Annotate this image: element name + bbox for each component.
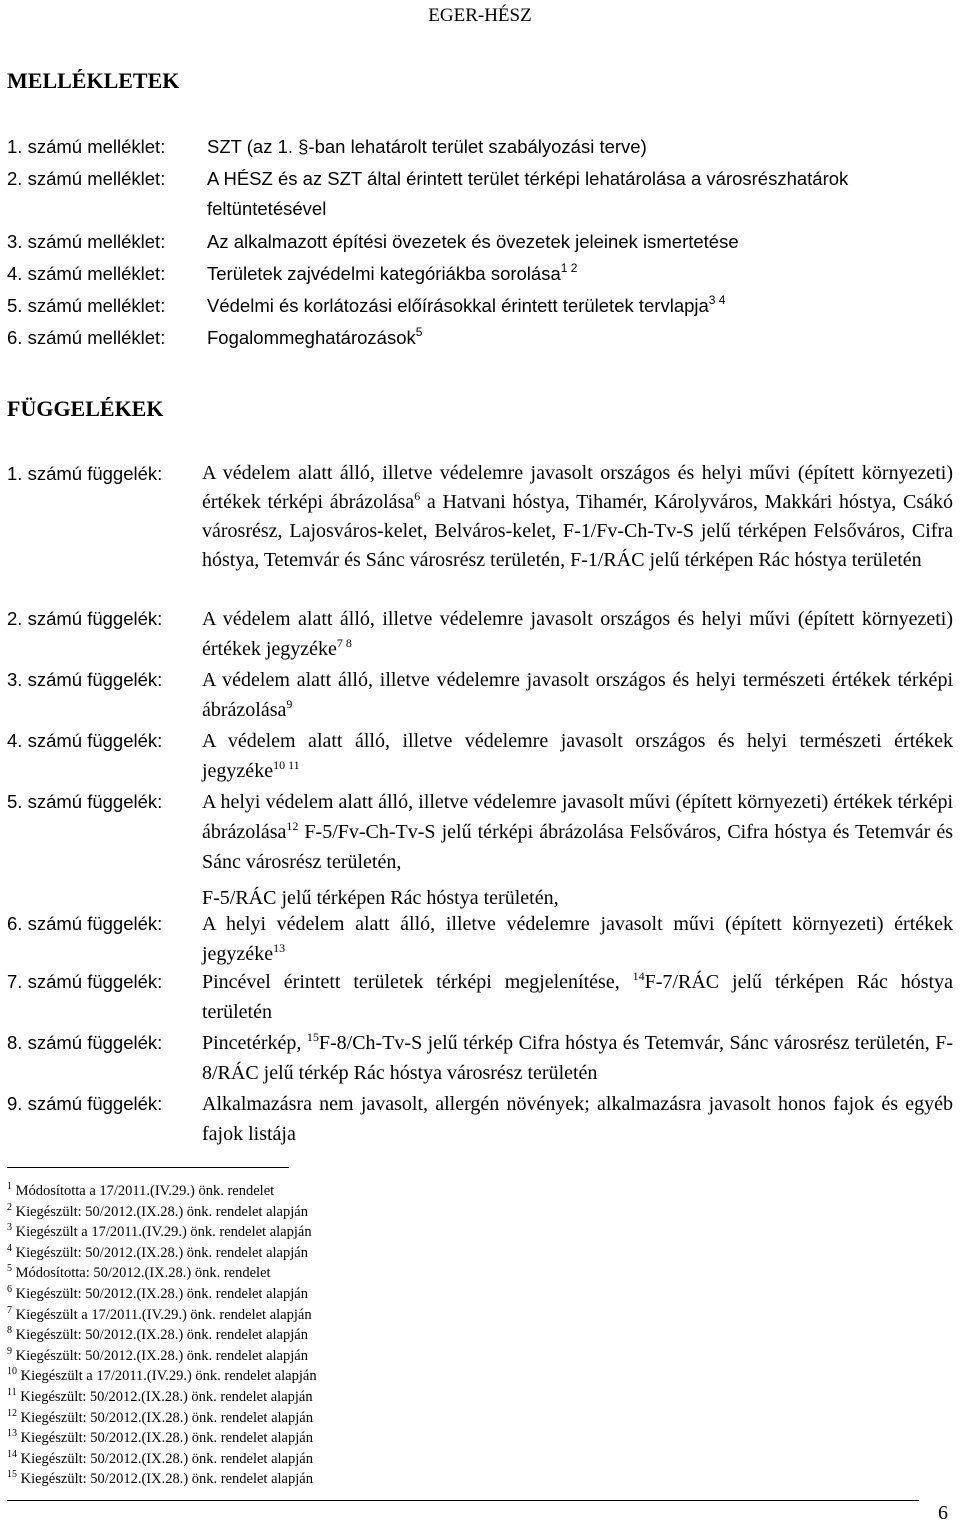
- page-number: 6: [938, 1502, 948, 1524]
- fuggelek-label: 9. számú függelék:: [7, 1093, 163, 1114]
- footnote: [7, 1408, 607, 1429]
- footnote-ref[interactable]: 15: [306, 1030, 319, 1044]
- melleklet-item: [7, 323, 953, 352]
- fuggelek-item: [7, 909, 953, 969]
- footnote: [7, 1263, 607, 1284]
- footnote-number: 4: [7, 1242, 12, 1254]
- footnote-text: Kiegészült: 50/2012.(IX.28.) önk. rendelet alapján: [15, 1347, 308, 1364]
- footnote-text: Kiegészült: 50/2012.(IX.28.) önk. rendelet alapján: [20, 1471, 313, 1488]
- footnote: [7, 1346, 607, 1367]
- footnote-number: 12: [7, 1407, 17, 1419]
- melleklet-item: [7, 132, 953, 161]
- footnote: [7, 1243, 607, 1264]
- fuggelek-item: [7, 604, 953, 664]
- page-header: EGER-HÉSZ: [428, 5, 532, 26]
- footnote-number: 3: [7, 1222, 12, 1234]
- footnote: [7, 1222, 607, 1243]
- melleklet-item: [7, 291, 953, 320]
- footnote-number: 8: [7, 1325, 12, 1337]
- footnote-ref[interactable]: 9: [286, 697, 293, 711]
- fuggelek-text: A helyi védelem alatt álló, illetve védelemre javasolt művi (épített környezeti) értékek térképi ábrázolása: [202, 791, 953, 843]
- fuggelek-item: [7, 665, 953, 725]
- melleklet-text: Területek zajvédelmi kategóriákba sorolása: [207, 263, 561, 284]
- footnote-text: Kiegészült: 50/2012.(IX.28.) önk. rendelet alapján: [20, 1409, 313, 1426]
- footnote-text: Kiegészült: 50/2012.(IX.28.) önk. rendelet alapján: [15, 1244, 308, 1261]
- fuggelek-item: [7, 787, 953, 913]
- footnote: [7, 1202, 607, 1223]
- footnote-number: 11: [7, 1386, 17, 1398]
- footnote-ref[interactable]: 7 8: [336, 636, 352, 650]
- footnote-text: Kiegészült: 50/2012.(IX.28.) önk. rendelet alapján: [20, 1388, 313, 1405]
- footnote-text: Kiegészült a 17/2011.(IV.29.) önk. rendelet alapján: [15, 1224, 312, 1241]
- melleklet-text: A HÉSZ és az SZT által érintett terület térképi lehatárolása a városrészhatárok feltüntetésével: [207, 168, 849, 219]
- fuggelek-text: A védelem alatt álló, illetve védelemre javasolt országos és helyi természeti értékek jegyzéke: [202, 730, 953, 782]
- footnote-separator: [7, 1167, 289, 1168]
- footnote-number: 15: [7, 1469, 17, 1481]
- fuggelek-label: 4. számú függelék:: [7, 730, 163, 751]
- fuggelek-text-cont: F-5/Fv-Ch-Tv-S jelű térképi ábrázolása Felsőváros, Cifra hóstya és Tetemvár és Sánc városrész területén,: [202, 821, 953, 873]
- melleklet-label: 1. számú melléklet:: [7, 136, 166, 157]
- fuggelek-item: [7, 967, 953, 1027]
- fuggelek-text: A helyi védelem alatt álló, illetve védelemre javasolt művi (épített környezeti) értékek jegyzéke: [202, 913, 953, 965]
- melleklet-item: [7, 164, 953, 224]
- mellekletek-heading: MELLÉKLETEK: [7, 68, 180, 93]
- footnote-ref[interactable]: 10 11: [273, 758, 300, 772]
- melleklet-text: Az alkalmazott építési övezetek és övezetek jeleinek ismertetése: [207, 231, 739, 252]
- fuggelek-text-cont: F-8/Ch-Tv-S jelű térkép Cifra hóstya és Tetemvár, Sánc városrész területén, F-8/RÁC jelű térkép Rác hóstya városrész területén: [202, 1032, 953, 1084]
- footnote: [7, 1325, 607, 1346]
- footnote-number: 5: [7, 1263, 12, 1275]
- fuggelek-text: A védelem alatt álló, illetve védelemre javasolt országos és helyi természeti értékek térképi ábrázolása: [202, 669, 953, 721]
- fuggelek-item: [7, 459, 953, 575]
- fuggelek-label: 8. számú függelék:: [7, 1032, 163, 1053]
- fuggelek-item: [7, 726, 953, 786]
- fuggelek-label: 3. számú függelék:: [7, 669, 163, 690]
- fuggelek-item: [7, 1028, 953, 1088]
- footnote-number: 14: [7, 1448, 17, 1460]
- footnote-text: Módosította a 17/2011.(IV.29.) önk. rendelet: [15, 1183, 275, 1199]
- footnote-number: 10: [7, 1366, 17, 1378]
- fuggelek-label: 2. számú függelék:: [7, 608, 163, 629]
- footnote-number: 2: [7, 1201, 12, 1213]
- fuggelekek-heading: FÜGGELÉKEK: [7, 396, 164, 421]
- fuggelek-label: 7. számú függelék:: [7, 971, 163, 992]
- footer-rule: [7, 1500, 919, 1501]
- fuggelek-text-cont: a Hatvani hóstya, Tihamér, Károlyváros, Makkári hóstya, Csákó városrész, Lajosváros-kelet, Belváros-kelet, F-1/Fv-Ch-Tv-S jelű térképen Felsőváros, Cifra hóstya, Tetemvár és Sánc városrész területén, F-1/RÁC jelű térképen Rác hóstya területén: [202, 491, 953, 571]
- footnote: [7, 1181, 607, 1202]
- fuggelek-text-extra: F-5/RÁC jelű térképen Rác hóstya területén,: [202, 887, 559, 909]
- melleklet-label: 5. számú melléklet:: [7, 295, 166, 316]
- melleklet-label: 6. számú melléklet:: [7, 327, 166, 348]
- fuggelek-text-cont: F-7/RÁC jelű térképen Rác hóstya területén: [202, 971, 953, 1023]
- fuggelek-text: Alkalmazásra nem javasolt, allergén növények; alkalmazásra javasolt honos fajok és egyéb fajok listája: [202, 1093, 953, 1145]
- fuggelek-text: Pincetérkép,: [202, 1032, 307, 1054]
- footnote: [7, 1284, 607, 1305]
- footnote: [7, 1366, 607, 1387]
- fuggelek-item: [7, 1089, 953, 1149]
- footnote-text: Kiegészült: 50/2012.(IX.28.) önk. rendelet alapján: [15, 1327, 308, 1344]
- fuggelek-label: 5. számú függelék:: [7, 791, 163, 812]
- fuggelek-text: Pincével érintett területek térképi megjelenítése,: [202, 971, 633, 993]
- fuggelek-label: 1. számú függelék:: [7, 463, 163, 484]
- melleklet-text: Fogalommeghatározások: [207, 327, 416, 348]
- footnote-text: Kiegészült: 50/2012.(IX.28.) önk. rendelet alapján: [20, 1430, 313, 1447]
- footnote-text: Kiegészült a 17/2011.(IV.29.) önk. rendelet alapján: [20, 1368, 317, 1385]
- footnote-ref[interactable]: 6: [414, 489, 421, 503]
- footnote: [7, 1469, 607, 1490]
- footnote-number: 7: [7, 1304, 12, 1316]
- melleklet-item: [7, 259, 953, 288]
- melleklet-label: 3. számú melléklet:: [7, 231, 166, 252]
- footnote-text: Kiegészült: 50/2012.(IX.28.) önk. rendelet alapján: [15, 1203, 308, 1220]
- footnote: [7, 1428, 607, 1449]
- fuggelek-text: A védelem alatt álló, illetve védelemre javasolt országos és helyi művi (épített környezeti) értékek jegyzéke: [202, 608, 953, 660]
- footnote: [7, 1305, 607, 1326]
- footnote-ref[interactable]: 12: [286, 819, 299, 833]
- footnote-number: 1: [7, 1181, 12, 1192]
- footnote-ref[interactable]: 14: [632, 969, 645, 983]
- melleklet-label: 2. számú melléklet:: [7, 168, 166, 189]
- footnote-ref[interactable]: 5: [415, 325, 423, 339]
- melleklet-item: [7, 227, 953, 256]
- footnote-number: 6: [7, 1283, 12, 1295]
- footnote-ref[interactable]: 3 4: [708, 293, 726, 307]
- footnote-text: Kiegészült: 50/2012.(IX.28.) önk. rendelet alapján: [15, 1285, 308, 1302]
- footnote: [7, 1449, 607, 1470]
- footnote: [7, 1387, 607, 1408]
- footnote-ref[interactable]: 13: [273, 941, 286, 955]
- footnotes: [7, 1181, 607, 1490]
- footnote-number: 9: [7, 1345, 12, 1357]
- footnote-ref[interactable]: 1 2: [560, 261, 578, 275]
- footnote-number: 13: [7, 1428, 17, 1440]
- melleklet-text: SZT (az 1. §-ban lehatárolt terület szabályozási terve): [207, 136, 647, 157]
- melleklet-text: Védelmi és korlátozási előírásokkal érintett területek tervlapja: [207, 295, 709, 316]
- fuggelek-text: A védelem alatt álló, illetve védelemre javasolt országos és helyi művi (épített környezeti) értékek térképi ábrázolása: [202, 462, 953, 513]
- footnote-text: Módosította: 50/2012.(IX.28.) önk. rendelet: [15, 1265, 271, 1282]
- footnote-text: Kiegészült a 17/2011.(IV.29.) önk. rendelet alapján: [15, 1306, 312, 1323]
- fuggelek-label: 6. számú függelék:: [7, 913, 163, 934]
- melleklet-label: 4. számú melléklet:: [7, 263, 166, 284]
- footnote-text: Kiegészült: 50/2012.(IX.28.) önk. rendelet alapján: [20, 1450, 313, 1467]
